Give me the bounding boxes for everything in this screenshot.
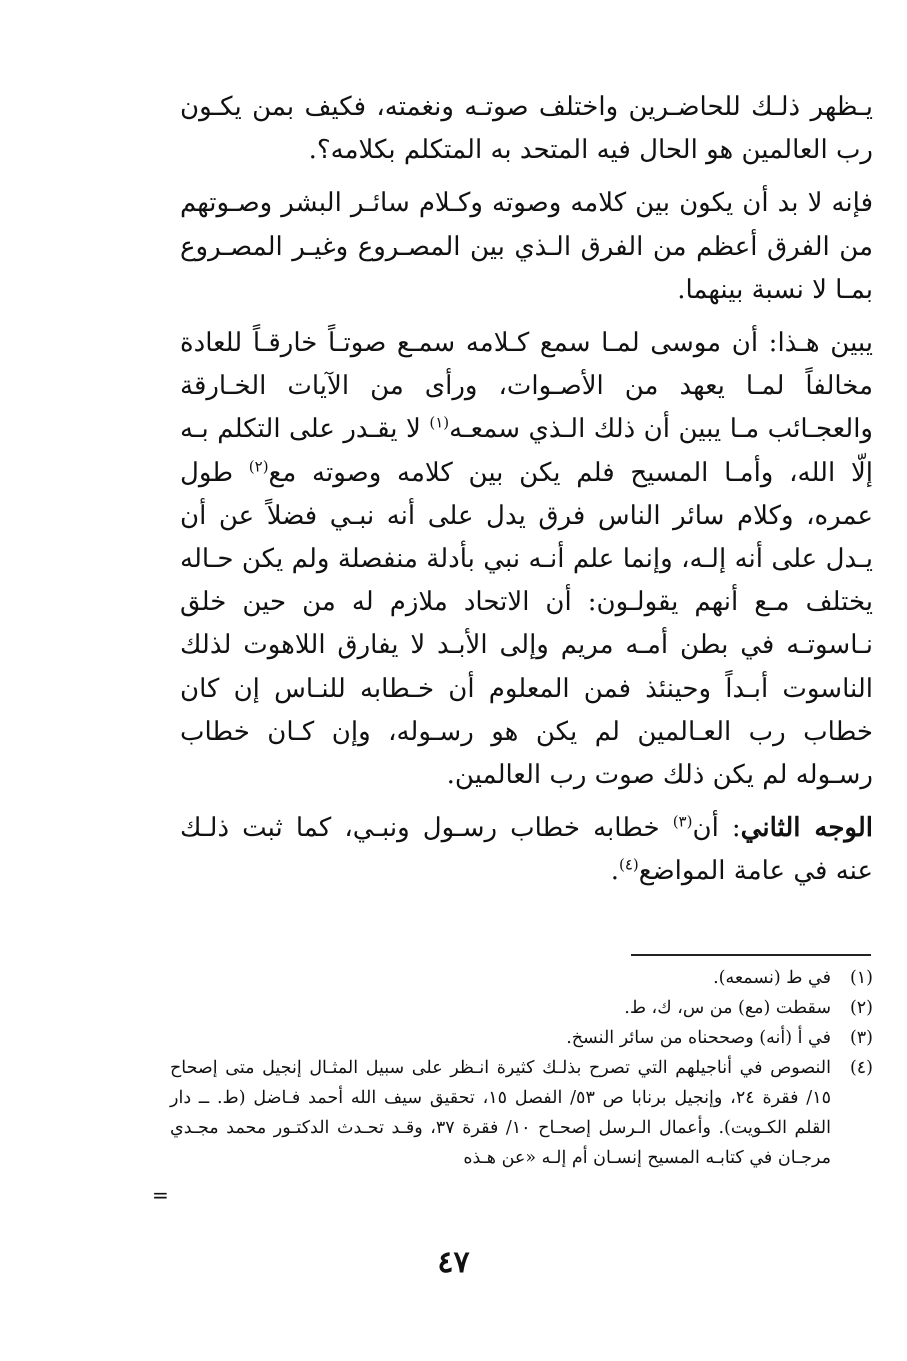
footnote-ref-1[interactable]: (١): [429, 413, 450, 432]
footnote-text: سقطت (مع) من س، ك، ط.: [624, 998, 831, 1018]
footnote-2: [170, 993, 873, 1023]
footnote-divider: [631, 954, 871, 956]
footnote-ref-4[interactable]: (٤): [618, 855, 639, 874]
section-heading: الوجه الثاني: [740, 813, 873, 844]
footnote-number: (٢): [849, 998, 873, 1018]
footnotes: [170, 963, 873, 1173]
footnote-number: (٤): [849, 1058, 873, 1078]
paragraph-4-text-b: خطابه خطاب رسـول ونبـي، كما ثبت ذلـك عنه في عامة المواضع: [180, 813, 873, 887]
page-number: ٤٧: [437, 1245, 470, 1280]
footnote-4: [170, 1053, 873, 1173]
footnote-number: (١): [849, 968, 873, 988]
footnote-text: النصوص في أناجيلهم التي تصرح بذلـك كثيرة انـظر على سبيل المثـال إنجيل متى إصحاح ١٥/ فقرة ٢٤، وإنجيل برنابا ص ٥٣/ الفصل ١٥، تحقيق سيف الله أحمد فـاضل (ط. ــ دار القلم الكـويت). وأعمال الـرسل إصحـاح ١٠/ فقرة ٣٧، وقـد تحـدث الدكتـور محمد مجـدي مرجـان في كتابـه المسيح إنسـان أم إلـه «عن هـذه: [170, 1058, 832, 1168]
paragraph-3-text-a: يبين هـذا: أن موسى لمـا سمع كـلامه سمـع صوتـاً خارقـاً للعادة مخالفاً لمـا يعهد من الأصـوات، ورأى من الآيات الخـارقة والعجـائب مـا يبين أن ذلك الـذي سمعـه: [180, 328, 873, 445]
footnote-ref-2[interactable]: (٢): [248, 456, 269, 475]
paragraph-4-text-a: : أن: [692, 813, 741, 844]
footnote-1: [170, 963, 873, 993]
paragraph-4-end: .: [610, 856, 619, 887]
main-text: [180, 86, 873, 894]
footnote-number: (٣): [849, 1028, 873, 1048]
paragraph-3-text-c: طول عمره، وكلام سائر الناس فرق يدل على أنه نبـي فضلاً عن أن يـدل على أنه إلـه، وإنما علم أنـه نبي بأدلة منفصلة ولم يكن حـاله يختلف مـع أنهم يقولـون: أن الاتحاد ملازم له من حين خلق نـاسوتـه في بطن أمـه مريم وإلى الأبـد لا يفارق اللاهوت لذلك الناسوت أبـداً وحينئذ فمن المعلوم أن خـطابه للنـاس إن كان خطاب رب العـالمين لم يكن هو رسـوله، وإن كـان خطاب رسـوله لم يكن ذلك صوت رب العالمين.: [180, 457, 873, 791]
paragraph-4: [180, 807, 873, 893]
paragraph-3-text-b: لا يقـدر على التكلم بـه إلّا الله، وأمـا المسيح فلم يكن بين كلامه وصوته مع: [180, 414, 873, 488]
footnote-ref-3[interactable]: (٣): [672, 812, 693, 831]
continuation-mark: =: [152, 1183, 169, 1207]
footnote-3: [170, 1023, 873, 1053]
paragraph-3: [180, 322, 873, 797]
footnote-text: في أ (أنه) وصححناه من سائر النسخ.: [566, 1028, 831, 1048]
paragraph-2: فإنه لا بد أن يكون بين كلامه وصوته وكـلام سائـر البشر وصـوتهم من الفرق أعظم من الفرق الـذي بين المصـروع وغيـر المصـروع بمـا لا نسبة بينهما.: [180, 188, 873, 305]
footnote-text: في ط (نسمعه).: [713, 968, 831, 988]
paragraph-1: يـظهر ذلـك للحاضـرين واختلف صوتـه ونغمته، فكيف بمن يكـون رب العالمين هو الحال فيه المتحد به المتكلم بكلامه؟.: [180, 92, 873, 166]
